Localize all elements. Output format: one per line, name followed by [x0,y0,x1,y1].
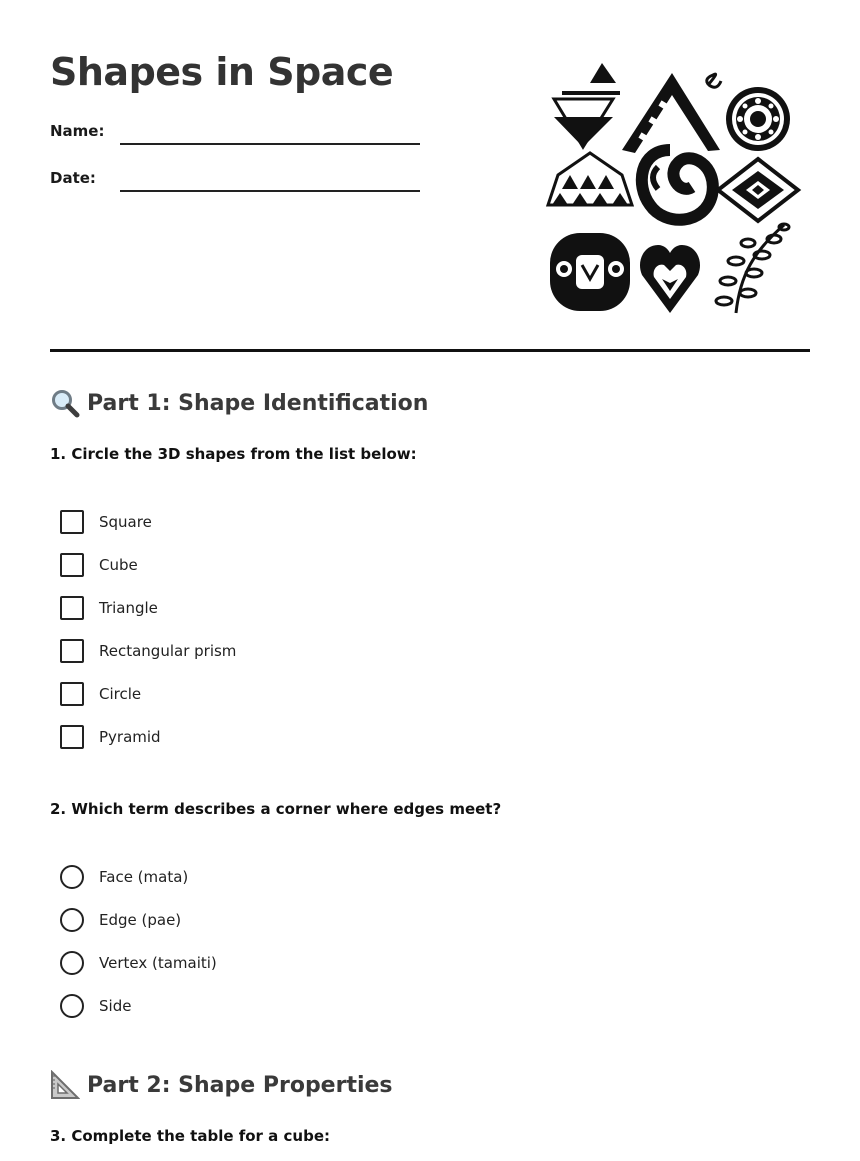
radio-button[interactable] [60,865,84,889]
option-circle[interactable] [60,682,141,706]
radio-button[interactable] [60,994,84,1018]
option-label: Square [99,513,152,531]
checkbox[interactable] [60,639,84,663]
part2-heading-text: Part 2: Shape Properties [87,1072,393,1098]
option-vertex[interactable] [60,951,217,975]
option-label: Triangle [99,599,158,617]
decorative-pattern-art [540,55,805,320]
option-rectangular-prism[interactable] [60,639,236,663]
checkbox[interactable] [60,725,84,749]
checkbox[interactable] [60,682,84,706]
option-square[interactable] [60,510,152,534]
option-label: Rectangular prism [99,642,237,660]
checkbox[interactable] [60,510,84,534]
set-square-icon [50,1070,80,1100]
question-3: 3. Complete the table for a cube: [50,1127,331,1145]
part1-heading-text: Part 1: Shape Identification [87,390,429,416]
page-title: Shapes in Space [50,50,394,94]
magnifying-glass-icon [50,388,80,418]
option-edge[interactable] [60,908,181,932]
option-label: Side [99,997,132,1015]
part1-heading [50,388,428,418]
question-2: 2. Which term describes a corner where edges meet? [50,800,502,818]
radio-button[interactable] [60,951,84,975]
option-label: Cube [99,556,138,574]
name-label: Name: [50,122,105,140]
date-label: Date: [50,169,96,187]
option-label: Vertex (tamaiti) [99,954,217,972]
checkbox[interactable] [60,596,84,620]
option-pyramid[interactable] [60,725,161,749]
question-1: 1. Circle the 3D shapes from the list below: [50,445,417,463]
part2-heading [50,1070,393,1100]
option-cube[interactable] [60,553,138,577]
option-label: Pyramid [99,728,161,746]
date-field[interactable] [120,190,420,192]
option-label: Face (mata) [99,868,189,886]
radio-button[interactable] [60,908,84,932]
option-label: Circle [99,685,142,703]
checkbox[interactable] [60,553,84,577]
section-divider [50,349,810,352]
option-label: Edge (pae) [99,911,182,929]
name-field[interactable] [120,143,420,145]
option-face[interactable] [60,865,188,889]
option-triangle[interactable] [60,596,158,620]
option-side[interactable] [60,994,131,1018]
